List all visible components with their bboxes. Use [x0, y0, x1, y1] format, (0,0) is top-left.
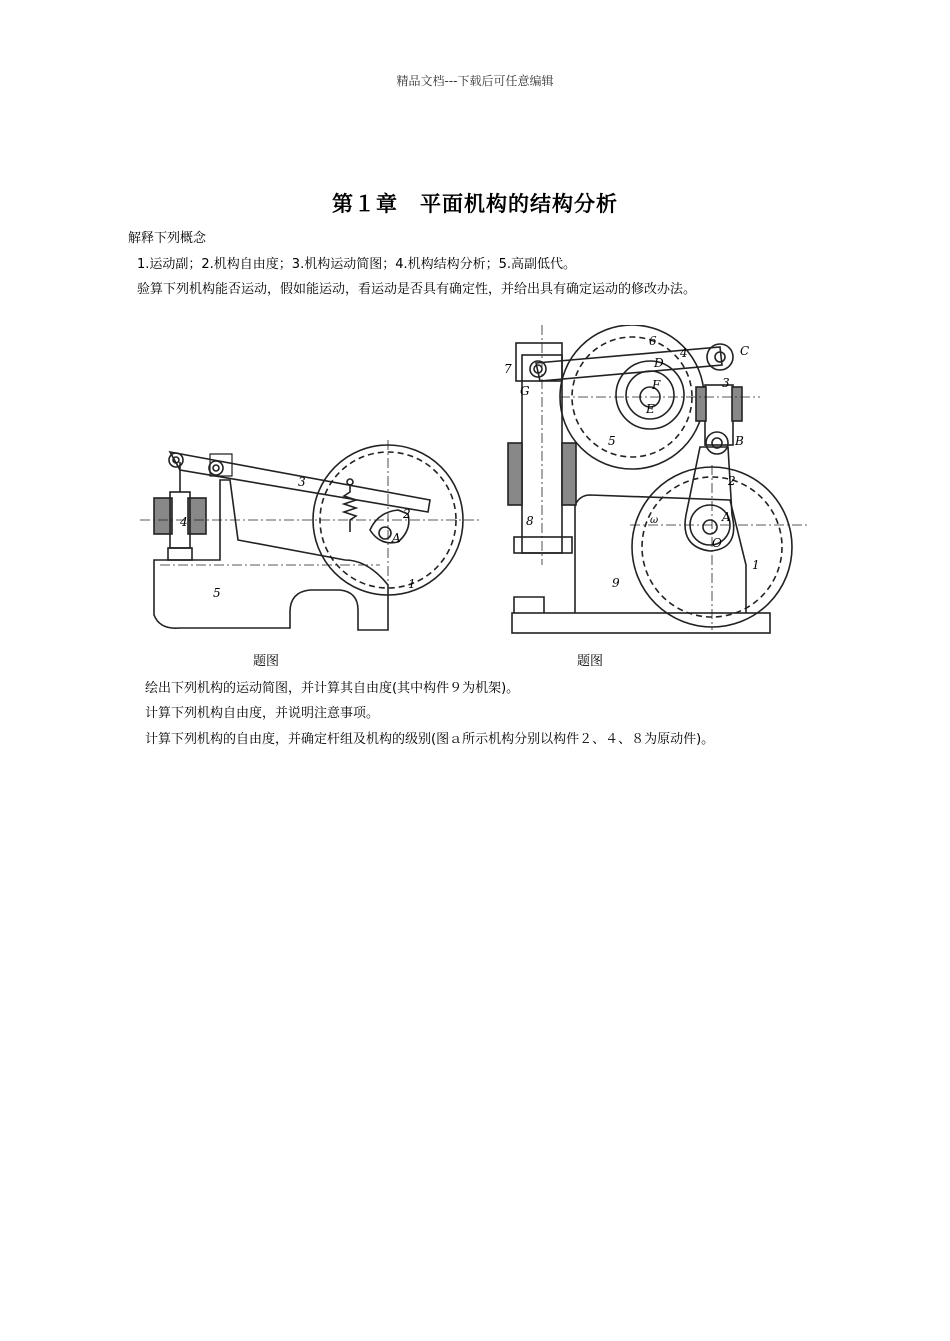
task-compute-dof: 计算下列机构自由度，并说明注意事项。: [145, 706, 380, 721]
left-label-2: 2: [403, 507, 411, 521]
figure-right-caption: 题图: [577, 654, 604, 669]
figure-left-caption: 题图: [253, 654, 280, 669]
figure-left-punch-mechanism: [140, 440, 485, 645]
chapter-title: 第１章 平面机构的结构分析: [332, 192, 618, 216]
figure-right-gear-mechanism: [500, 325, 815, 645]
left-label-3: 3: [298, 475, 306, 489]
right-label-7: 7: [504, 362, 512, 376]
right-label-A: A: [722, 510, 731, 524]
right-label-2: 2: [728, 474, 736, 488]
left-label-1: 1: [408, 577, 416, 591]
right-label-9: 9: [612, 576, 620, 590]
right-label-3: 3: [722, 376, 730, 390]
right-label-G: G: [520, 384, 530, 398]
task-draw-diagram: 绘出下列机构的运动简图，并计算其自由度(其中构件９为机架)。: [145, 681, 520, 696]
right-label-6: 6: [649, 334, 657, 348]
left-label-A: A: [392, 531, 401, 545]
right-label-1: 1: [752, 558, 760, 572]
page-header: 精品文档---下载后可任意编辑: [396, 74, 554, 88]
concept-list: 1.运动副；2.机构自由度；3.机构运动简图；4.机构结构分析；5.高副低代。: [137, 257, 577, 272]
right-label-C: C: [740, 344, 750, 358]
right-label-D: D: [654, 356, 664, 370]
task-determine-grade: 计算下列机构的自由度，并确定杆组及机构的级别(图ａ所示机构分别以构件２、４、８为原动件)。: [145, 732, 715, 747]
task-check-motion: 验算下列机构能否运动，假如能运动，看运动是否具有确定性，并给出具有确定运动的修改办法。: [137, 282, 697, 297]
right-label-4: 4: [680, 346, 688, 360]
right-label-F: F: [652, 378, 661, 392]
right-label-E: E: [646, 402, 655, 416]
right-label-5: 5: [608, 434, 616, 448]
right-label-omega: ω: [650, 515, 659, 526]
left-label-4: 4: [180, 515, 188, 529]
right-label-O: O: [712, 536, 722, 550]
right-label-8: 8: [526, 514, 534, 528]
left-label-5: 5: [213, 586, 221, 600]
section-heading: 解释下列概念: [128, 231, 207, 246]
right-label-B: B: [735, 434, 744, 448]
